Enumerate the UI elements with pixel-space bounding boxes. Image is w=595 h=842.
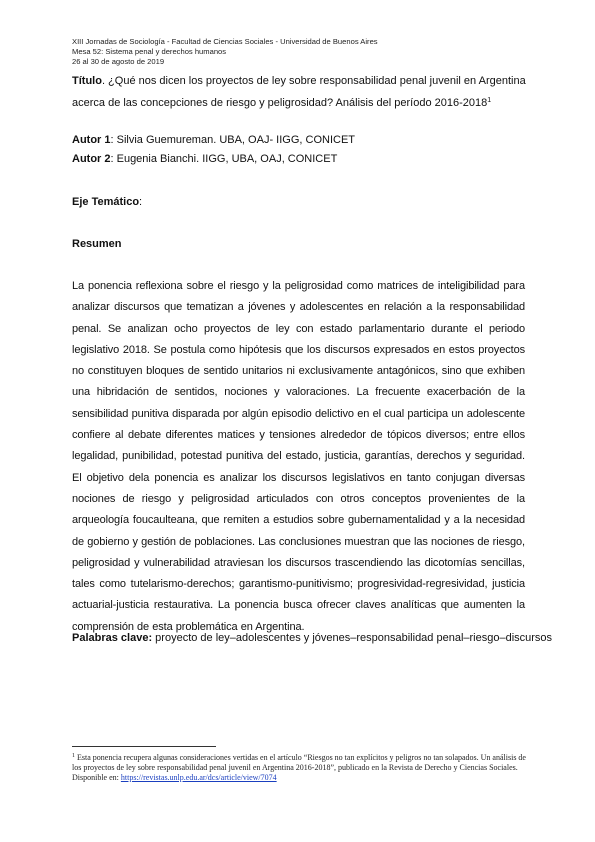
keywords-label: Palabras clave: <box>72 632 153 644</box>
author-1 <box>72 131 355 150</box>
author-2-text: : Eugenia Bianchi. IIGG, UBA, OAJ, CONICET <box>110 153 338 165</box>
header-conference: XIII Jornadas de Sociología - Facultad de Ciencias Sociales - Universidad de Buenos Aires <box>72 37 378 46</box>
thematic-axis-label: Eje Temático <box>72 196 140 208</box>
footnote-number: 1 <box>72 753 75 759</box>
footnote <box>72 753 527 783</box>
abstract-heading: Resumen <box>72 238 122 250</box>
paper-title <box>72 70 527 114</box>
title-footnote-ref[interactable]: 1 <box>487 97 492 104</box>
title-label: Título <box>72 75 102 87</box>
footnote-text: Esta ponencia recupera algunas consideraciones vertidas en el artículo “Riesgos no tan explícitos y peligros no tan solapados. Un análisis de los proyectos de ley sobre responsabilidad penal juvenil en Argentina 2016-2018”, publicado en la Revista de Derecho y Ciencias Sociales. Disponible en: <box>72 753 526 782</box>
page-header <box>72 37 532 67</box>
author-1-label: Autor 1 <box>72 134 111 146</box>
header-panel: Mesa 52: Sistema penal y derechos humanos <box>72 47 227 56</box>
footnote-separator <box>72 746 216 747</box>
abstract-body: La ponencia reflexiona sobre el riesgo y la peligrosidad como matrices de inteligibilidad para analizar discursos que tematizan a jóvenes y adolescentes en relación a la responsabilidad penal. Se analizan ocho proyectos de ley con estado parlamentario durante el periodo legislativo 2018. Se postula como hipótesis que los discursos expresados en estos proyectos no constituyen bloques de sentido unitarios ni exclusivamente antagónicos, sino que exhiben una hibridación de sentidos, nociones y valoraciones. La frecuente exacerbación de la sensibilidad punitiva disparada por algún episodio delictivo en el cual participa un adolescente confiere al debate diferentes matices y tensiones alrededor de tópicos diversos; entre ellos legalidad, punibilidad, potestad punitiva del estado, justicia, garantías, derechos y seguridad. El objetivo dela ponencia es analizar los discursos legislativos en tanto conjugan diversas nociones de riesgo y peligrosidad articulados con otros conceptos provenientes de la arqueología foucaulteana, que remiten a estudios sobre gubernamentalidad y a la necesidad de gobierno y gestión de poblaciones. Las conclusiones muestran que las nociones de riesgo, peligrosidad y vulnerabilidad atraviesan los discursos trascendiendo las dicotomías sencillas, tales como tutelarismo-derechos; garantismo-punitivismo; progresividad-regresividad, justicia actuarial-justicia restaurativa. La ponencia busca ofrecer claves analíticas que aumenten la comprensión de esta problemática en Argentina. <box>72 280 525 633</box>
keywords <box>72 629 553 648</box>
title-text: . ¿Qué nos dicen los proyectos de ley sobre responsabilidad penal juvenil en Argentina acerca de las concepciones de riesgo y peligrosidad? Análisis del período 2016-2018 <box>72 75 526 109</box>
footnote-link[interactable]: https://revistas.unlp.edu.ar/dcs/article/view/7074 <box>120 773 277 782</box>
keywords-text: proyecto de ley–adolescentes y jóvenes–responsabilidad penal–riesgo–discursos <box>152 632 553 644</box>
author-1-text: : Silvia Guemureman. UBA, OAJ- IIGG, CONICET <box>110 134 355 146</box>
author-2 <box>72 150 355 169</box>
author-2-label: Autor 2 <box>72 153 111 165</box>
thematic-axis <box>72 193 142 212</box>
header-dates: 26 al 30 de agosto de 2019 <box>72 57 165 66</box>
thematic-axis-text: : <box>139 196 143 208</box>
author-list <box>72 131 355 169</box>
